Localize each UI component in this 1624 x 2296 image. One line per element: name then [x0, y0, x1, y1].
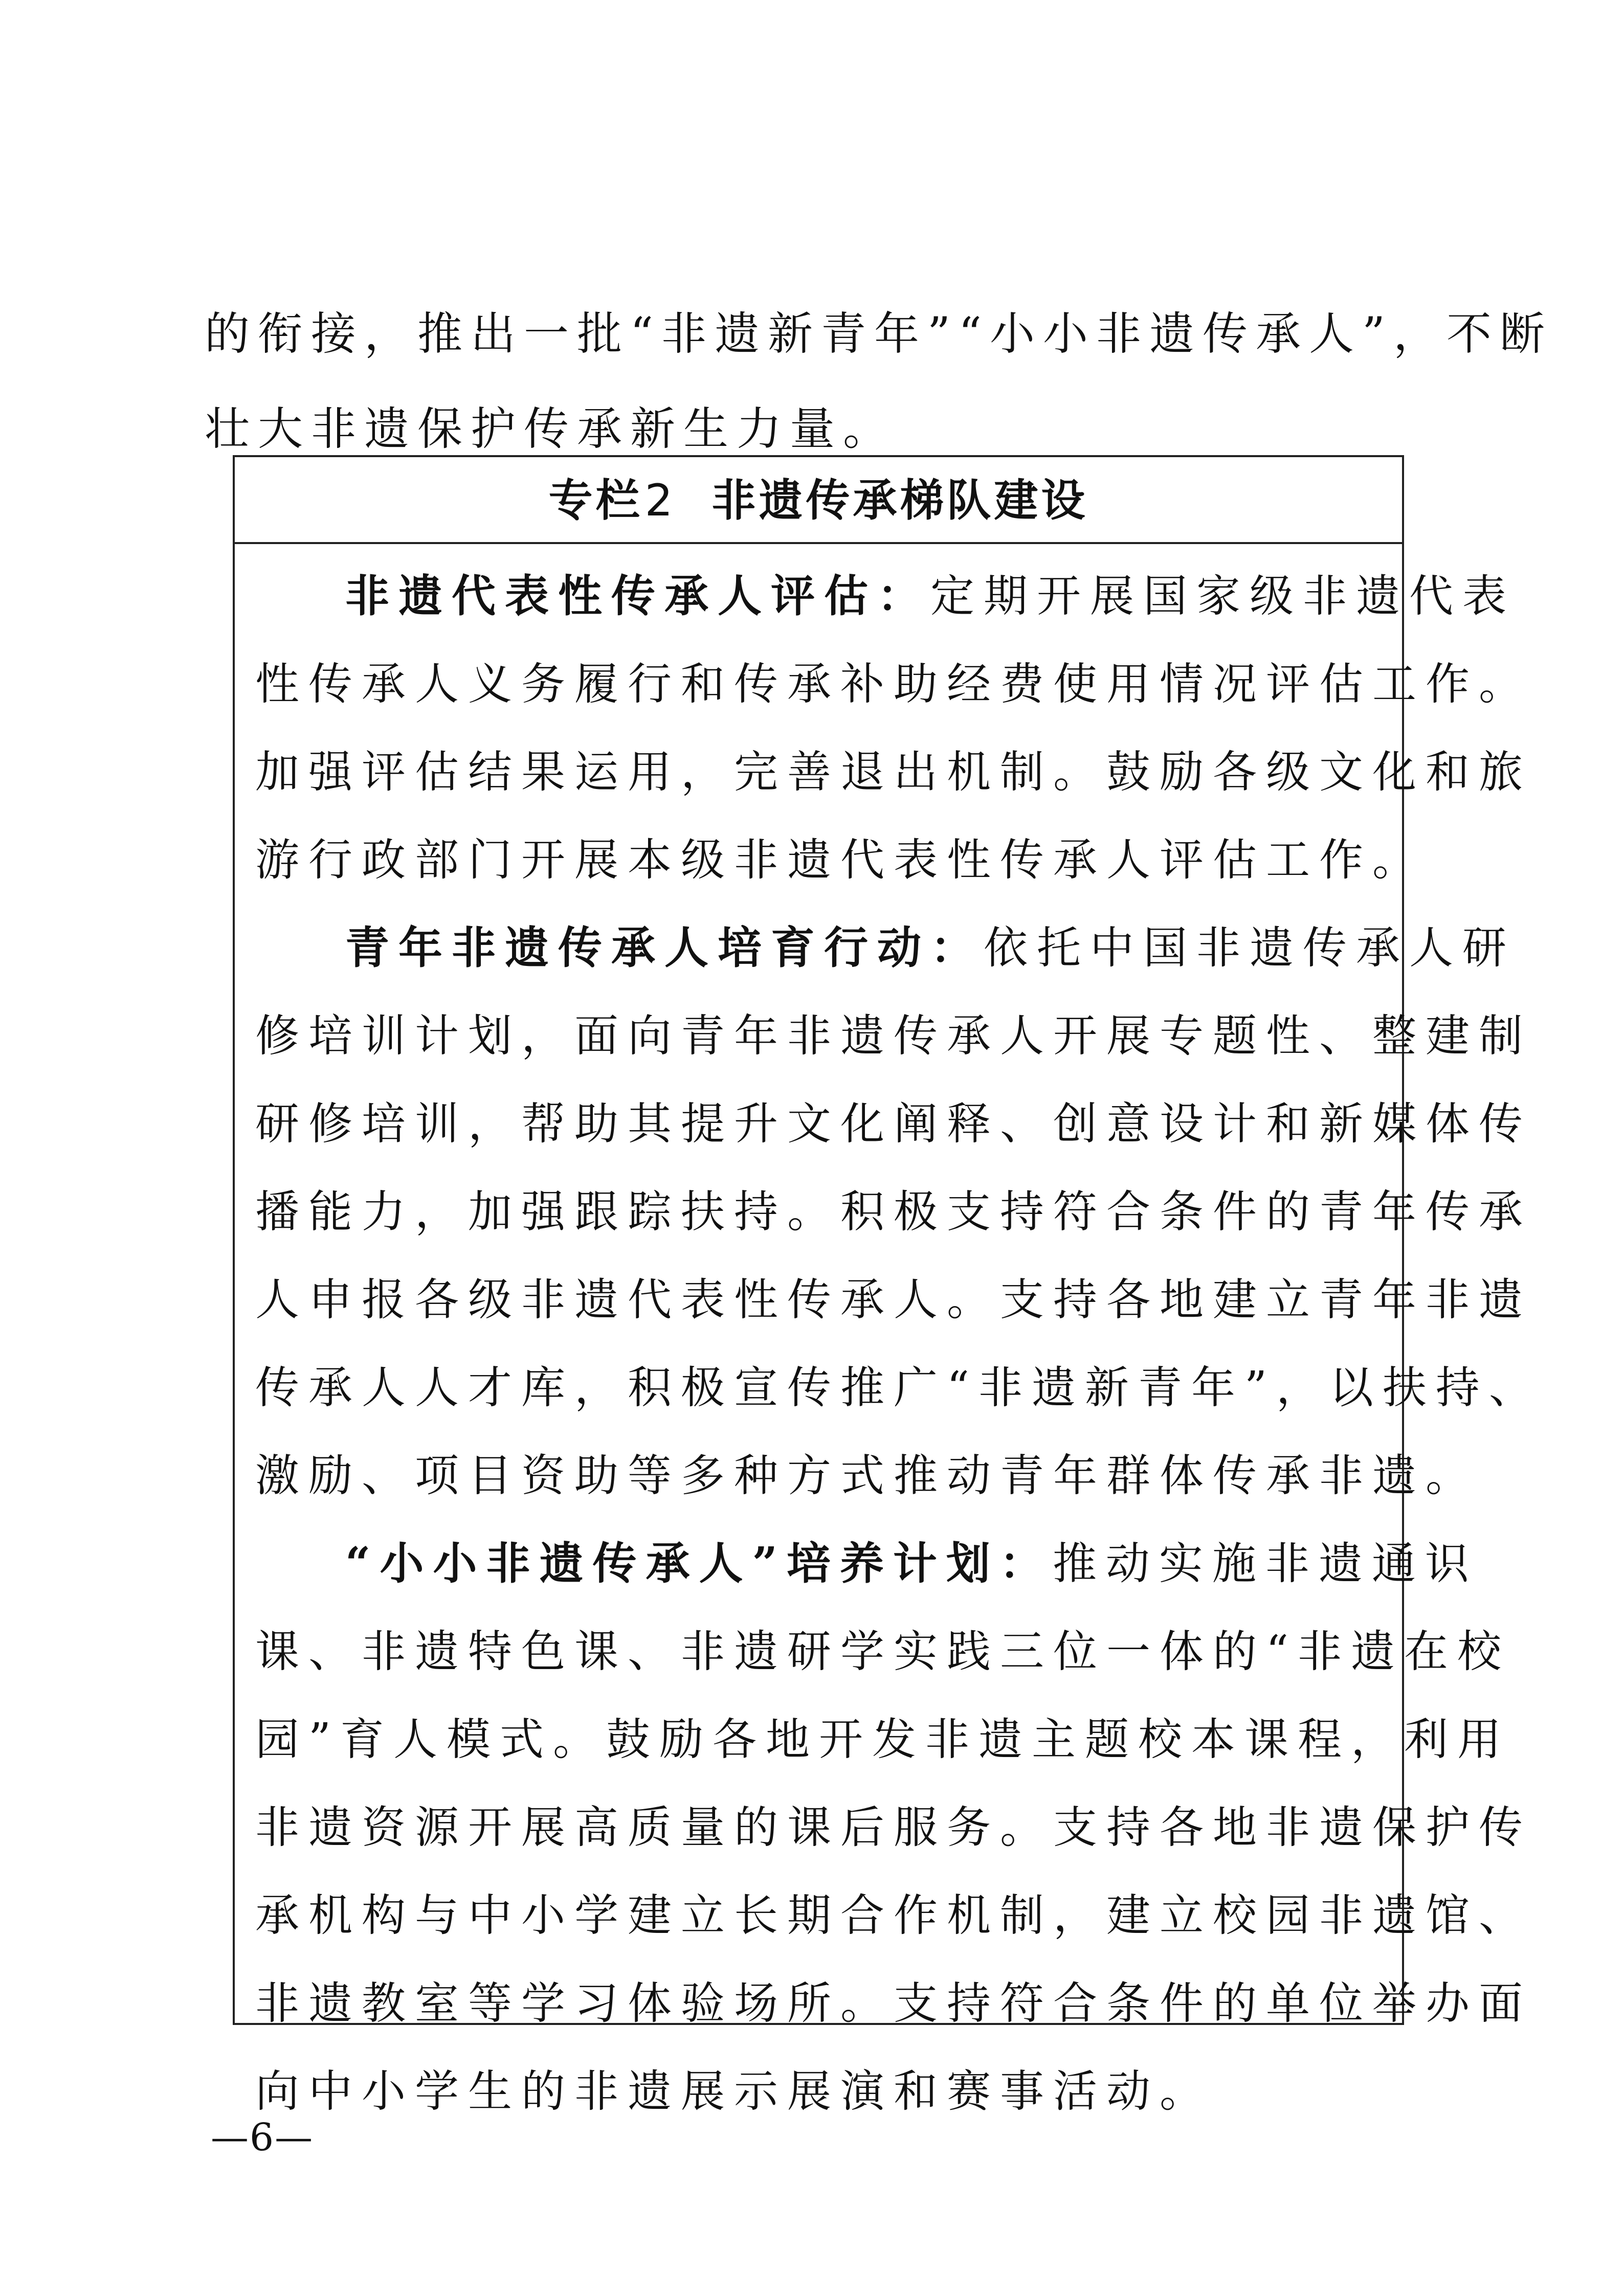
paragraph-line: 加强评估结果运用，完善退出机制。鼓励各级文化和旅	[255, 747, 1532, 798]
intro-line: 壮大非遗保护传承新生力量。	[205, 402, 897, 455]
intro-paragraph	[205, 286, 1553, 477]
paragraph-line: 课、非遗特色课、非遗研学实践三位一体的“非遗在校	[255, 1626, 1510, 1677]
paragraph-line: 修培训计划，面向青年非遗传承人开展专题性、整建制	[255, 1010, 1532, 1062]
column-title-number: 2	[644, 475, 676, 526]
paragraph-line: 承机构与中小学建立长期合作机制，建立校园非遗馆、	[255, 1890, 1532, 1941]
intro-line: 的衔接，推出一批“非遗新青年”“小小非遗传承人”，不断	[205, 307, 1553, 360]
paragraph-line: 传承人人才库，积极宣传推广“非遗新青年”，以扶持、	[255, 1362, 1542, 1413]
column-paragraph-assessment	[255, 552, 1532, 904]
paragraph-first-rest: 推动实施非遗通识	[1052, 1538, 1478, 1589]
paragraph-line: 研修培训，帮助其提升文化阐释、创意设计和新媒体传	[255, 1098, 1532, 1150]
paragraph-line: 非遗教室等学习体验场所。支持符合条件的单位举办面	[255, 1978, 1532, 2029]
page-number: —6—	[211, 2115, 314, 2159]
column-box	[233, 455, 1542, 2117]
paragraph-line: 性传承人义务履行和传承补助经费使用情况评估工作。	[255, 659, 1532, 710]
column-paragraph-children	[255, 1520, 1532, 2135]
paragraph-first-line	[255, 1520, 1478, 1608]
paragraph-line: 激励、项目资助等多种方式推动青年群体传承非遗。	[255, 1450, 1479, 1501]
paragraph-first-rest: 定期开展国家级非遗代表	[930, 571, 1516, 622]
paragraph-first-rest: 依托中国非遗传承人研	[984, 922, 1516, 974]
paragraph-line: 播能力，加强跟踪扶持。积极支持符合条件的青年传承	[255, 1186, 1532, 1237]
column-paragraph-youth	[255, 904, 1542, 1520]
paragraph-lead: 青年非遗传承人培育行动：	[345, 922, 984, 974]
column-title-prefix: 专栏	[548, 475, 643, 526]
paragraph-line: 园”育人模式。鼓励各地开发非遗主题校本课程，利用	[255, 1714, 1510, 1765]
paragraph-line: 人申报各级非遗代表性传承人。支持各地建立青年非遗	[255, 1274, 1532, 1325]
column-body	[255, 552, 1542, 2135]
paragraph-line: 游行政部门开展本级非遗代表性传承人评估工作。	[255, 835, 1426, 886]
paragraph-line: 非遗资源开展高质量的课后服务。支持各地非遗保护传	[255, 1802, 1532, 1853]
paragraph-first-line	[255, 904, 1516, 992]
paragraph-lead: 非遗代表性传承人评估：	[345, 570, 930, 622]
paragraph-first-line	[255, 552, 1516, 640]
column-title	[235, 457, 1402, 544]
column-title-text: 非遗传承梯队建设	[711, 475, 1088, 526]
paragraph-lead: “小小非遗传承人”培养计划：	[345, 1538, 1053, 1589]
paragraph-line: 向中小学生的非遗展示展演和赛事活动。	[255, 2066, 1213, 2117]
